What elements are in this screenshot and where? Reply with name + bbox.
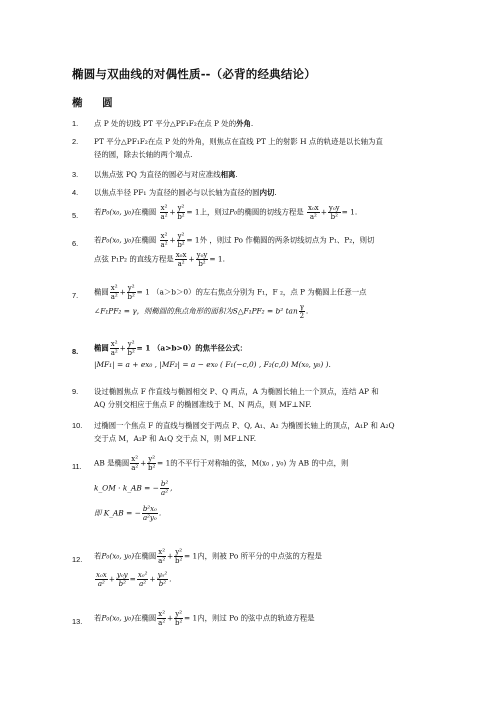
list-item: 5. 若P₀(x₀, y₀)在椭圆 $\frac{\text{x²}}{\text{a²}}$ + $\frac{\text{y²}}{\text{b²}}$ = 1上，则过P₀的椭圆的切线方程是 $\frac{\text{x₀x}}{\text{a²}}$ + $\frac{\text{y₀y}}{\text{b²}}$ = 1. — [72, 204, 358, 221]
fraction: $\frac{\text{y²}}{\text{b²}}$ — [127, 340, 135, 357]
list-item: 10. 过椭圆一个焦点 F 的直线与椭圆交于两点 P、Q, A₁、A₂ 为椭圆长轴上的顶点，A₁P 和 A₂Q 交于点 M，A₂P 和 A₁Q 交于点 N，则 MF⊥NF. — [72, 421, 395, 443]
fraction: $\frac{\text{x²}}{\text{a²}}$ — [160, 204, 168, 221]
fraction: $\frac{\text{y₀²}}{\text{b²}}$ — [157, 571, 168, 588]
list-item: 3. 以焦点弦 PQ 为直径的圆必与对应准线相离. — [72, 170, 238, 179]
fraction: $\frac{\text{y²}}{\text{b²}}$ — [174, 610, 183, 627]
list-item: 11. AB 是椭圆 $\frac{\text{x²}}{\text{a²}}$ + $\frac{\text{y²}}{\text{b²}}$ = 1的不平行于对称轴的弦，M(x₀ , y₀) 为 AB 的中点，则 k_OM · k_AB = − $\frac{\text{b²}}{\text{a²}}$ , 即 K_AB = − $\frac{\text{b²x₀}}{\text{a²y₀}}$ . — [72, 455, 349, 522]
fraction: $\frac{\text{y²}}{\text{b²}}$ — [148, 455, 156, 472]
section-heading: 椭 圆 — [72, 97, 121, 109]
fraction: $\frac{\text{y²}}{\text{b²}}$ — [177, 204, 185, 221]
fraction: $\frac{\text{b²x₀}}{\text{a²y₀}}$ — [142, 505, 157, 522]
fraction: $\frac{\text{y₀y}}{\text{b²}}$ — [196, 251, 208, 268]
fraction: $\frac{\text{x²}}{\text{a²}}$ — [158, 548, 166, 565]
fraction: $\frac{\text{x²}}{\text{a²}}$ — [131, 455, 139, 472]
list-item: 12. 若P₀(x₀, y₀)在椭圆 $\frac{\text{x²}}{\text{a²}}$ + $\frac{\text{y²}}{\text{b²}}$ = 1内，则被 Po 所平分的中点弦的方程是 $\frac{\text{x₀x}}{\text{a²}}$ + $\frac{\text{y₀y}}{\text{b²}}$ = $\frac{\text{x₀²}}{\text{a²}}$ + $\frac{\text{y₀²}}{\text{b²}}$ . — [72, 548, 322, 588]
list-item: 9. 设过椭圆焦点 F 作直线与椭圆相交 P、Q 两点，A 为椭圆长轴上一个顶点，连结 AP 和 AQ 分别交相应于焦点 F 的椭圆准线于 M、N 两点，则 MF⊥NF. — [72, 387, 379, 409]
fraction: $\frac{\text{x₀x}}{\text{a²}}$ — [175, 251, 187, 268]
fraction: $\frac{\text{x₀²}}{\text{a²}}$ — [137, 571, 148, 588]
fraction: $\frac{\text{x²}}{\text{a²}}$ — [110, 340, 118, 357]
fraction: $\frac{\text{y₀y}}{\text{b²}}$ — [116, 571, 128, 588]
list-item: 13. 若P₀(x₀, y₀)在椭圆 $\frac{\text{x²}}{\text{a²}}$ + $\frac{\text{y²}}{\text{b²}}$ = 1内，则过 Po 的弦中点的轨迹方程是 — [72, 610, 315, 627]
fraction: $\frac{\text{y²}}{\text{b²}}$ — [177, 232, 185, 249]
fraction: $\frac{\text{x²}}{\text{a²}}$ — [160, 232, 168, 249]
list-item: 8. 椭圆 $\frac{\text{x²}}{\text{a²}}$ + $\frac{\text{y²}}{\text{b²}}$ = 1 （a>b>0）的焦半径公式： |MF₁| = a + ex₀ , |MF₂| = a − ex₀ ( F₁(−c,0) , F₂(c,0) M(x₀, y₀) ). — [72, 340, 331, 369]
fraction: $\frac{\text{b²}}{\text{a²}}$ — [160, 480, 169, 497]
fraction: $\frac{\text{x²}}{\text{a²}}$ — [110, 284, 118, 301]
list-item: 1. 点 P 处的切线 PT 平分△PF₁F₂在点 P 处的外角. — [72, 119, 254, 128]
list-item: 7. 椭圆 $\frac{\text{x²}}{\text{a²}}$ + $\frac{\text{y²}}{\text{b²}}$ = 1 （a＞b＞0）的左右焦点分别为 F₁，F ₂，点 P 为椭圆上任意一点 ∠F₁PF₂ = γ，则椭圆的焦点角形的面积为S△F₁PF₂ = b² tan $\frac{\gamma}{2}$ . — [72, 284, 367, 320]
list-item: 2. PT 平分△PF₁F₂在点 P 处的外角，则焦点在直线 PT 上的射影 H 点的轨迹是以长轴为直 径的圆，除去长轴的两个端点. — [72, 137, 383, 159]
fraction: $\frac{\text{y²}}{\text{b²}}$ — [174, 548, 183, 565]
list-item: 6. 若P₀(x₀, y₀)在椭圆 $\frac{\text{x²}}{\text{a²}}$ + $\frac{\text{y²}}{\text{b²}}$ = 1外 ，则过 Po 作椭圆的两条切线切点为 P₁、P₂，则切 点弦 P₁P₂ 的直线方程是 $\frac{\text{x₀x}}{\text{a²}}$ + $\frac{\text{y₀y}}{\text{b²}}$ = 1. — [72, 232, 375, 268]
fraction: $\frac{\text{y²}}{\text{b²}}$ — [127, 284, 135, 301]
fraction: $\frac{\text{x²}}{\text{a²}}$ — [158, 610, 166, 627]
fraction: $\frac{\text{x₀x}}{\text{a²}}$ — [308, 204, 319, 221]
fraction: $\frac{\gamma}{2}$ — [299, 303, 305, 320]
fraction: $\frac{\text{y₀y}}{\text{b²}}$ — [328, 204, 340, 221]
document-title: 椭圆与双曲线的对偶性质--（必背的经典结论） — [72, 67, 316, 81]
list-item: 4. 以焦点半径 PF₁ 为直径的圆必与以长轴为直径的圆内切. — [72, 188, 277, 197]
fraction: $\frac{\text{x₀x}}{\text{a²}}$ — [96, 571, 107, 588]
